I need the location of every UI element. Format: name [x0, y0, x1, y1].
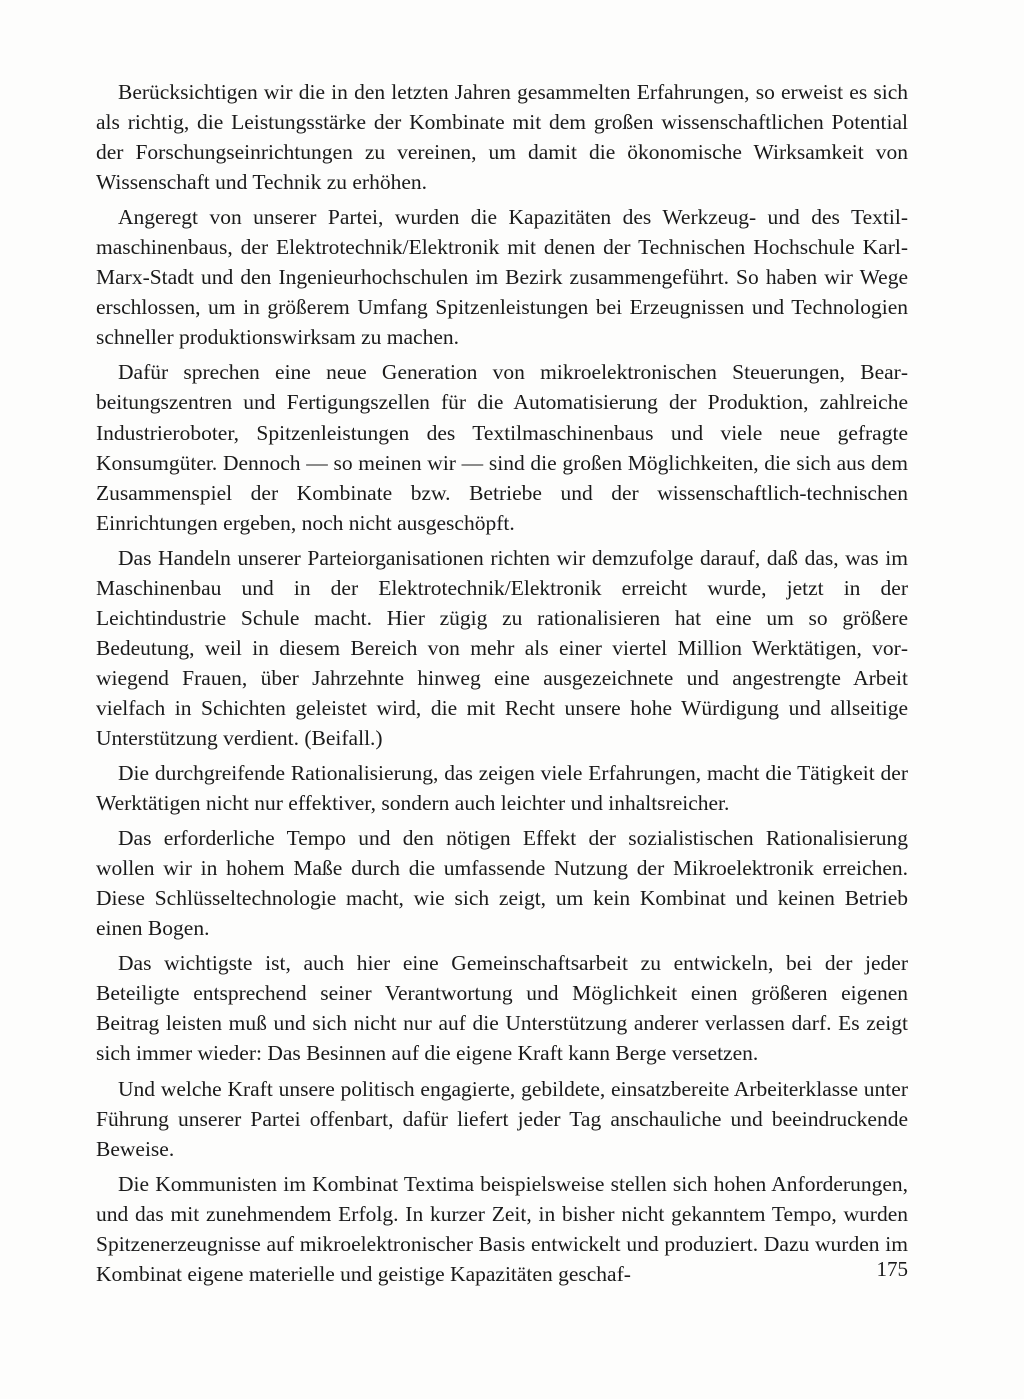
- paragraph-1: Berücksichtigen wir die in den letzten Jahren gesammelten Erfahrungen, so erweist es sich als richtig, die Leistungsstärke der Kombinate mit dem großen wissenschaftlichen Potential der Forschungseinrichtungen zu vereinen, um damit die ökonomische Wirksamkeit von Wissenschaft und Technik zu erhöhen.: [96, 80, 908, 195]
- paragraph-6: Das erforderliche Tempo und den nötigen Effekt der sozialistischen Rationalisierung wollen wir in hohem Maße durch die umfassende Nutzung der Mikroelektronik erreichen. Diese Schlüsseltechnologie macht, wie sich zeigt, um kein Kombinat und keinen Betrieb einen Bogen.: [96, 826, 908, 941]
- page-number: 175: [876, 1257, 908, 1281]
- paragraph-8: Und welche Kraft unsere politisch engagierte, gebildete, einsatzbereite Arbeiterklasse unter Führung unserer Partei offenbart, dafür liefert jeder Tag anschauliche und beeindruckende Beweise.: [96, 1076, 908, 1161]
- paragraph-5: Die durchgreifende Rationalisierung, das zeigen viele Erfahrungen, macht die Tätigkeit der Werktätigen nicht nur effektiver, sondern auch leichter und inhaltsreicher.: [96, 761, 908, 816]
- body-text: [96, 77, 908, 1289]
- paragraph-4: Das Handeln unserer Parteiorganisationen richten wir demzufolge darauf, daß das, was im Maschinenbau und in der Elektrotechnik/Elektronik erreicht wurde, jetzt in der Leichtindustrie Schule macht. Hier zügig zu rationalisieren hat eine um so größere Bedeutung, weil in diesem Bereich von mehr als einer viertel Million Werktätigen, vorwiegend Frauen, über Jahrzehnte hinweg eine ausgezeichnete und angestrengte Arbeit vielfach in Schichten geleistet wird, die mit Recht unsere hohe Würdigung und allseitige Unterstützung verdient. (Beifall.): [96, 545, 908, 750]
- paragraph-3: Dafür sprechen eine neue Generation von mikroelektronischen Steuerungen, Bearbeitungszentren und Fertigungszellen für die Automatisierung der Produktion, zahlreiche Industrieroboter, Spitzenleistungen des Textilmaschinenbaus und viele neue gefragte Konsumgüter. Dennoch — so meinen wir — sind die großen Möglichkeiten, die sich aus dem Zusammenspiel der Kombinate bzw. Betriebe und der wissenschaftlich-technischen Einrichtungen ergeben, noch nicht ausgeschöpft.: [96, 360, 908, 535]
- paragraph-7: Das wichtigste ist, auch hier eine Gemeinschaftsarbeit zu entwickeln, bei der jeder Beteiligte entsprechend seiner Verantwortung und Möglichkeit einen größeren eigenen Beitrag leisten muß und sich nicht nur auf die Unterstützung anderer verlassen darf. Es zeigt sich immer wieder: Das Besinnen auf die eigene Kraft kann Berge versetzen.: [96, 951, 908, 1066]
- paragraph-2: Angeregt von unserer Partei, wurden die Kapazitäten des Werkzeug- und des Textilmaschinenbaus, der Elektrotechnik/Elektronik mit denen der Technischen Hochschule Karl-Marx-Stadt und den Ingenieurhochschulen im Bezirk zusammengeführt. So haben wir Wege erschlossen, um in größerem Umfang Spitzenleistungen bei Erzeugnissen und Technologien schneller produktionswirksam zu machen.: [96, 205, 908, 350]
- paragraph-9: Die Kommunisten im Kombinat Textima beispielsweise stellen sich hohen Anforderungen, und das mit zunehmendem Erfolg. In kurzer Zeit, in bisher nicht gekanntem Tempo, wurden Spitzenerzeugnisse auf mikroelektronischer Basis entwickelt und produziert. Dazu wurden im Kombinat eigene materielle und geistige Kapazitäten geschaf-: [96, 1171, 908, 1286]
